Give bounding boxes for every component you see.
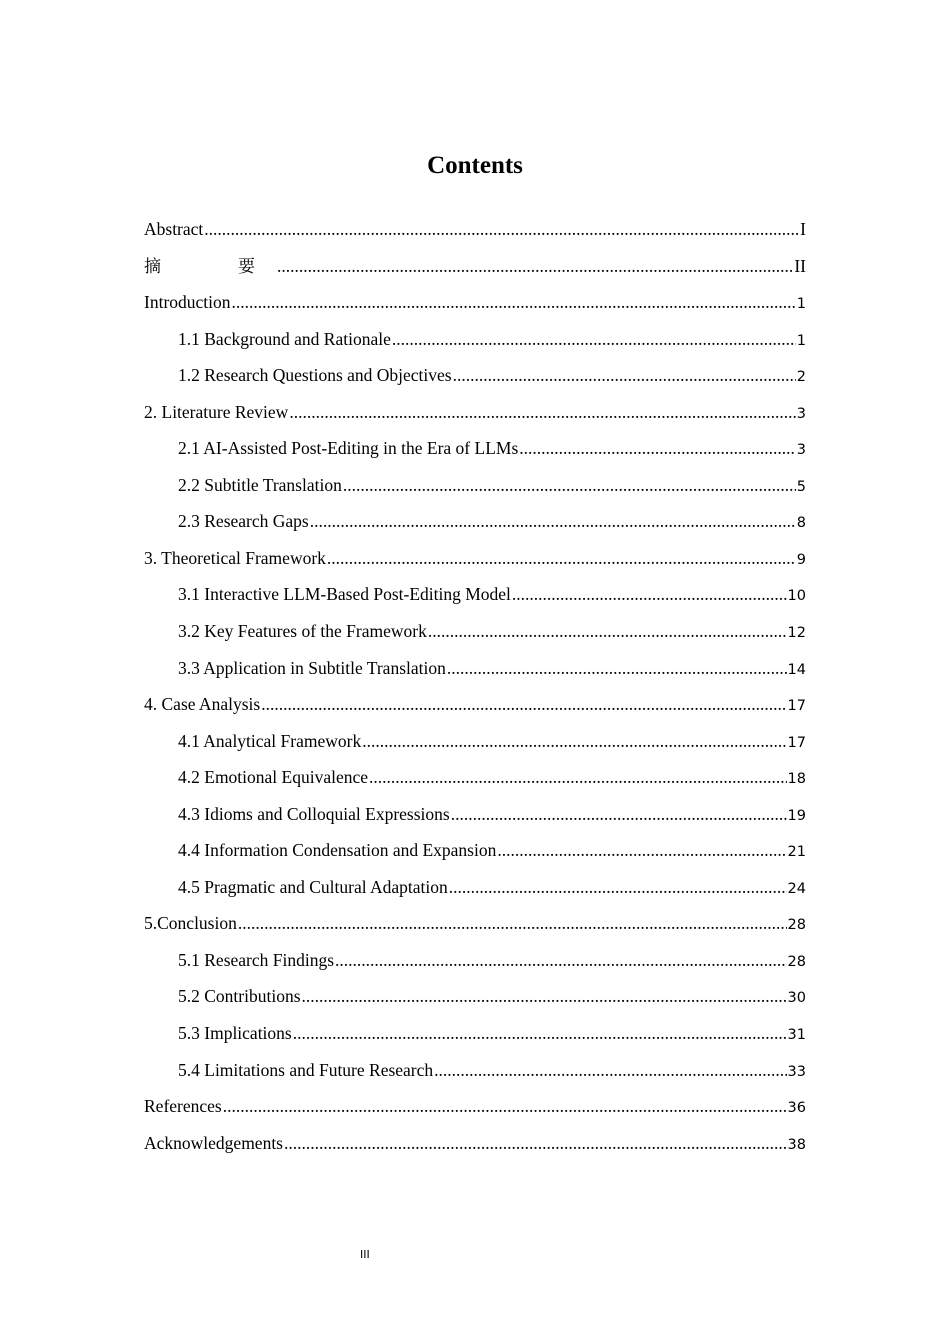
toc-leader-dots bbox=[451, 796, 787, 833]
toc-entry-case-analysis[interactable] bbox=[144, 686, 806, 723]
toc-entry-label: 1.2 Research Questions and Objectives bbox=[178, 365, 452, 386]
toc-entry-introduction[interactable] bbox=[144, 284, 806, 321]
toc-entry-label: 5.3 Implications bbox=[178, 1023, 292, 1044]
toc-entry-references[interactable] bbox=[144, 1088, 806, 1125]
toc-leader-dots bbox=[362, 723, 786, 760]
toc-entry-page: 28 bbox=[787, 953, 806, 970]
toc-entry-conclusion[interactable] bbox=[144, 905, 806, 942]
toc-entry-1-1[interactable] bbox=[144, 321, 806, 358]
toc-entry-page: 1 bbox=[796, 332, 806, 349]
toc-entry-page: 3 bbox=[796, 442, 806, 459]
toc-entry-label: 1.1 Background and Rationale bbox=[178, 328, 391, 349]
toc-leader-dots bbox=[447, 650, 787, 687]
toc-entry-5-2[interactable] bbox=[144, 978, 806, 1015]
toc-leader-dots bbox=[293, 1015, 787, 1052]
toc-leader-dots bbox=[310, 503, 796, 540]
toc-entry-3-3[interactable] bbox=[144, 650, 806, 687]
toc-leader-dots bbox=[335, 942, 787, 979]
toc-entry-page: 31 bbox=[787, 1027, 806, 1044]
toc-entry-5-3[interactable] bbox=[144, 1015, 806, 1052]
toc-entry-label: 3. Theoretical Framework bbox=[144, 547, 326, 568]
toc-entry-page: 3 bbox=[796, 405, 806, 422]
toc-leader-dots bbox=[302, 978, 787, 1015]
toc-leader-dots bbox=[497, 832, 786, 869]
toc-entry-page: 9 bbox=[796, 551, 806, 568]
toc-entry-page: 36 bbox=[787, 1100, 806, 1117]
toc-entry-chinese-abstract[interactable] bbox=[144, 248, 806, 285]
toc-entry-label: 5.1 Research Findings bbox=[178, 949, 335, 970]
toc-entry-5-1[interactable] bbox=[144, 942, 806, 979]
toc-entry-page: 1 bbox=[796, 296, 806, 313]
toc-leader-dots bbox=[204, 211, 799, 248]
toc-entry-label: 2.3 Research Gaps bbox=[178, 511, 309, 532]
toc-leader-dots bbox=[232, 284, 796, 321]
table-of-contents bbox=[144, 211, 806, 1161]
toc-entry-page: 24 bbox=[787, 880, 806, 897]
footer-page-number: III bbox=[360, 1248, 370, 1261]
toc-entry-label: 4.2 Emotional Equivalence bbox=[178, 767, 369, 788]
toc-entry-page: 5 bbox=[796, 478, 806, 495]
toc-entry-page: 21 bbox=[787, 844, 806, 861]
toc-entry-label: 3.2 Key Features of the Framework bbox=[178, 621, 427, 642]
toc-entry-acknowledgements[interactable] bbox=[144, 1125, 806, 1162]
toc-entry-4-3[interactable] bbox=[144, 796, 806, 833]
toc-entry-page: 18 bbox=[787, 771, 806, 788]
toc-entry-literature-review[interactable] bbox=[144, 394, 806, 431]
toc-entry-page: 17 bbox=[787, 698, 806, 715]
toc-entry-4-2[interactable] bbox=[144, 759, 806, 796]
toc-entry-label: References bbox=[144, 1096, 222, 1117]
toc-entry-label: 4.3 Idioms and Colloquial Expressions bbox=[178, 803, 450, 824]
toc-leader-dots bbox=[392, 321, 796, 358]
toc-entry-3-2[interactable] bbox=[144, 613, 806, 650]
toc-leader-dots bbox=[289, 394, 795, 431]
toc-entry-page: II bbox=[794, 255, 806, 276]
toc-leader-dots bbox=[284, 1125, 787, 1162]
toc-entry-page: 30 bbox=[787, 990, 806, 1007]
toc-leader-dots bbox=[277, 248, 793, 285]
toc-entry-label: 3.3 Application in Subtitle Translation bbox=[178, 657, 446, 678]
toc-entry-label: 2.1 AI-Assisted Post-Editing in the Era of LLMs bbox=[178, 438, 519, 459]
toc-leader-dots bbox=[512, 576, 787, 613]
toc-leader-dots bbox=[261, 686, 786, 723]
toc-entry-page: 2 bbox=[796, 369, 806, 386]
toc-entry-page: 17 bbox=[787, 734, 806, 751]
toc-entry-label: 3.1 Interactive LLM-Based Post-Editing Model bbox=[178, 584, 511, 605]
toc-entry-2-2[interactable] bbox=[144, 467, 806, 504]
toc-leader-dots bbox=[434, 1052, 786, 1089]
toc-entry-label: 4.4 Information Condensation and Expansion bbox=[178, 840, 497, 861]
toc-entry-page: 12 bbox=[787, 625, 806, 642]
toc-entry-label: 2. Literature Review bbox=[144, 401, 289, 422]
toc-entry-label: 5.4 Limitations and Future Research bbox=[178, 1059, 434, 1080]
toc-entry-3-1[interactable] bbox=[144, 576, 806, 613]
toc-leader-dots bbox=[449, 869, 787, 906]
toc-entry-label: 4.1 Analytical Framework bbox=[178, 730, 362, 751]
toc-leader-dots bbox=[519, 430, 796, 467]
toc-entry-label: 4. Case Analysis bbox=[144, 694, 261, 715]
toc-entry-label: 5.2 Contributions bbox=[178, 986, 301, 1007]
toc-entry-page: 8 bbox=[796, 515, 806, 532]
toc-leader-dots bbox=[453, 357, 796, 394]
toc-leader-dots bbox=[238, 905, 787, 942]
toc-leader-dots bbox=[369, 759, 787, 796]
toc-entry-label: Abstract bbox=[144, 219, 204, 239]
toc-entry-4-1[interactable] bbox=[144, 723, 806, 760]
toc-entry-4-5[interactable] bbox=[144, 869, 806, 906]
toc-entry-label: 摘 要 bbox=[144, 256, 285, 277]
page-title: Contents bbox=[427, 152, 523, 179]
toc-entry-label: 4.5 Pragmatic and Cultural Adaptation bbox=[178, 876, 448, 897]
toc-entry-2-1[interactable] bbox=[144, 430, 806, 467]
toc-entry-2-3[interactable] bbox=[144, 503, 806, 540]
toc-entry-5-4[interactable] bbox=[144, 1052, 806, 1089]
toc-entry-abstract[interactable] bbox=[144, 211, 806, 248]
toc-entry-theoretical-framework[interactable] bbox=[144, 540, 806, 577]
toc-entry-4-4[interactable] bbox=[144, 832, 806, 869]
toc-leader-dots bbox=[343, 467, 796, 504]
toc-entry-label: 5.Conclusion bbox=[144, 913, 237, 934]
toc-leader-dots bbox=[223, 1088, 787, 1125]
toc-entry-page: 14 bbox=[787, 661, 806, 678]
toc-leader-dots bbox=[428, 613, 787, 650]
toc-entry-label: 2.2 Subtitle Translation bbox=[178, 474, 342, 495]
toc-entry-page: 10 bbox=[787, 588, 806, 605]
toc-leader-dots bbox=[327, 540, 796, 577]
toc-entry-page: 28 bbox=[787, 917, 806, 934]
toc-entry-label: Acknowledgements bbox=[144, 1132, 283, 1153]
toc-entry-label: Introduction bbox=[144, 292, 231, 313]
toc-entry-page: 33 bbox=[787, 1063, 806, 1080]
toc-entry-1-2[interactable] bbox=[144, 357, 806, 394]
toc-entry-page: I bbox=[800, 219, 806, 239]
toc-entry-page: 19 bbox=[787, 807, 806, 824]
toc-entry-page: 38 bbox=[787, 1136, 806, 1153]
